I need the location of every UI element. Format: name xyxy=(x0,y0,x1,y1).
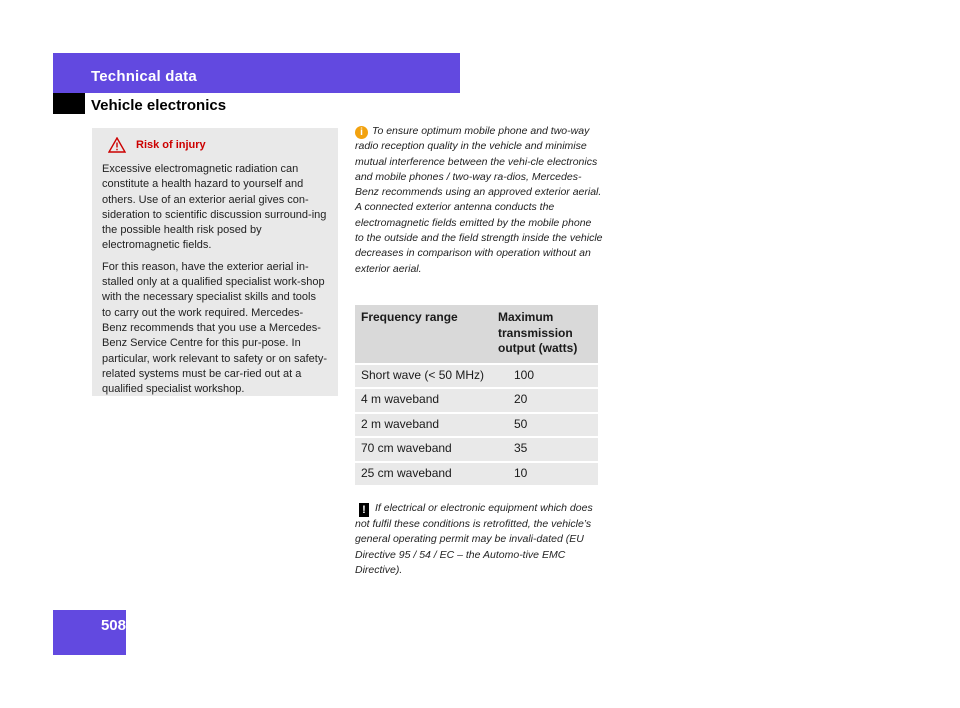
table-header-row xyxy=(355,305,598,363)
subsection-title: Vehicle electronics xyxy=(91,97,227,114)
warning-title: Risk of injury xyxy=(136,139,206,151)
warning-header xyxy=(102,136,328,154)
info-note xyxy=(355,124,603,277)
warning-box xyxy=(92,128,338,396)
warning-triangle-icon xyxy=(108,137,126,153)
info-icon: i xyxy=(355,126,368,139)
page-number: 508 xyxy=(100,617,126,634)
table-row xyxy=(355,365,598,388)
section-marker xyxy=(53,93,85,114)
table-row xyxy=(355,463,598,486)
column-header-frequency: Frequency range xyxy=(355,305,492,363)
caution-note xyxy=(355,501,605,578)
table-row xyxy=(355,389,598,412)
output-cell: 100 xyxy=(492,365,598,388)
info-note-text: To ensure optimum mobile phone and two-way radio reception quality in the vehicle and minimise mutual interference between the vehi-cle electronics and mobile phones / two-way ra-dios, Mercedes-Benz recommends using an approved exterior aerial. A connected exterior antenna conducts the electromagnetic fields emitted by the mobile phone to the outside and the field strength inside the vehicle decreases in comparison with operation without an exterior aerial. xyxy=(355,125,603,275)
output-cell: 10 xyxy=(492,463,598,486)
frequency-cell: 25 cm waveband xyxy=(355,463,492,486)
section-title: Technical data xyxy=(91,68,197,85)
table-row xyxy=(355,438,598,461)
warning-paragraph: For this reason, have the exterior aerial in-stalled only at a qualified specialist work-shop with the necessary specialist skills and tools to carry out the work required. Mercedes-Benz recommends that you use a Mercedes-Benz Service Centre for this pur-pose. In particular, work relevant to safety or on safety-related systems must be car-ried out at a qualified specialist workshop. xyxy=(102,260,327,396)
exclamation-icon: ! xyxy=(359,503,369,517)
frequency-cell: 2 m waveband xyxy=(355,414,492,437)
frequency-cell: 70 cm waveband xyxy=(355,438,492,461)
column-header-output: Maximum transmission output (watts) xyxy=(492,305,598,363)
frequency-cell: Short wave (< 50 MHz) xyxy=(355,365,492,388)
output-cell: 35 xyxy=(492,438,598,461)
frequency-cell: 4 m waveband xyxy=(355,389,492,412)
table-row xyxy=(355,414,598,437)
output-cell: 50 xyxy=(492,414,598,437)
output-cell: 20 xyxy=(492,389,598,412)
warning-paragraph: Excessive electromagnetic radiation can constitute a health hazard to yourself and others. Use of an exterior aerial gives con-sideration to scientific discussion surround-ing the possible health risk posed by electromagnetic fields. xyxy=(102,163,327,252)
frequency-table xyxy=(355,303,598,487)
caution-note-text: If electrical or electronic equipment which does not fulfil these conditions is retrofitted, the vehicle’s general operating permit may be invali-dated (EU Directive 95 / 54 / EC – the Automo-tive EMC Directive). xyxy=(355,502,593,576)
